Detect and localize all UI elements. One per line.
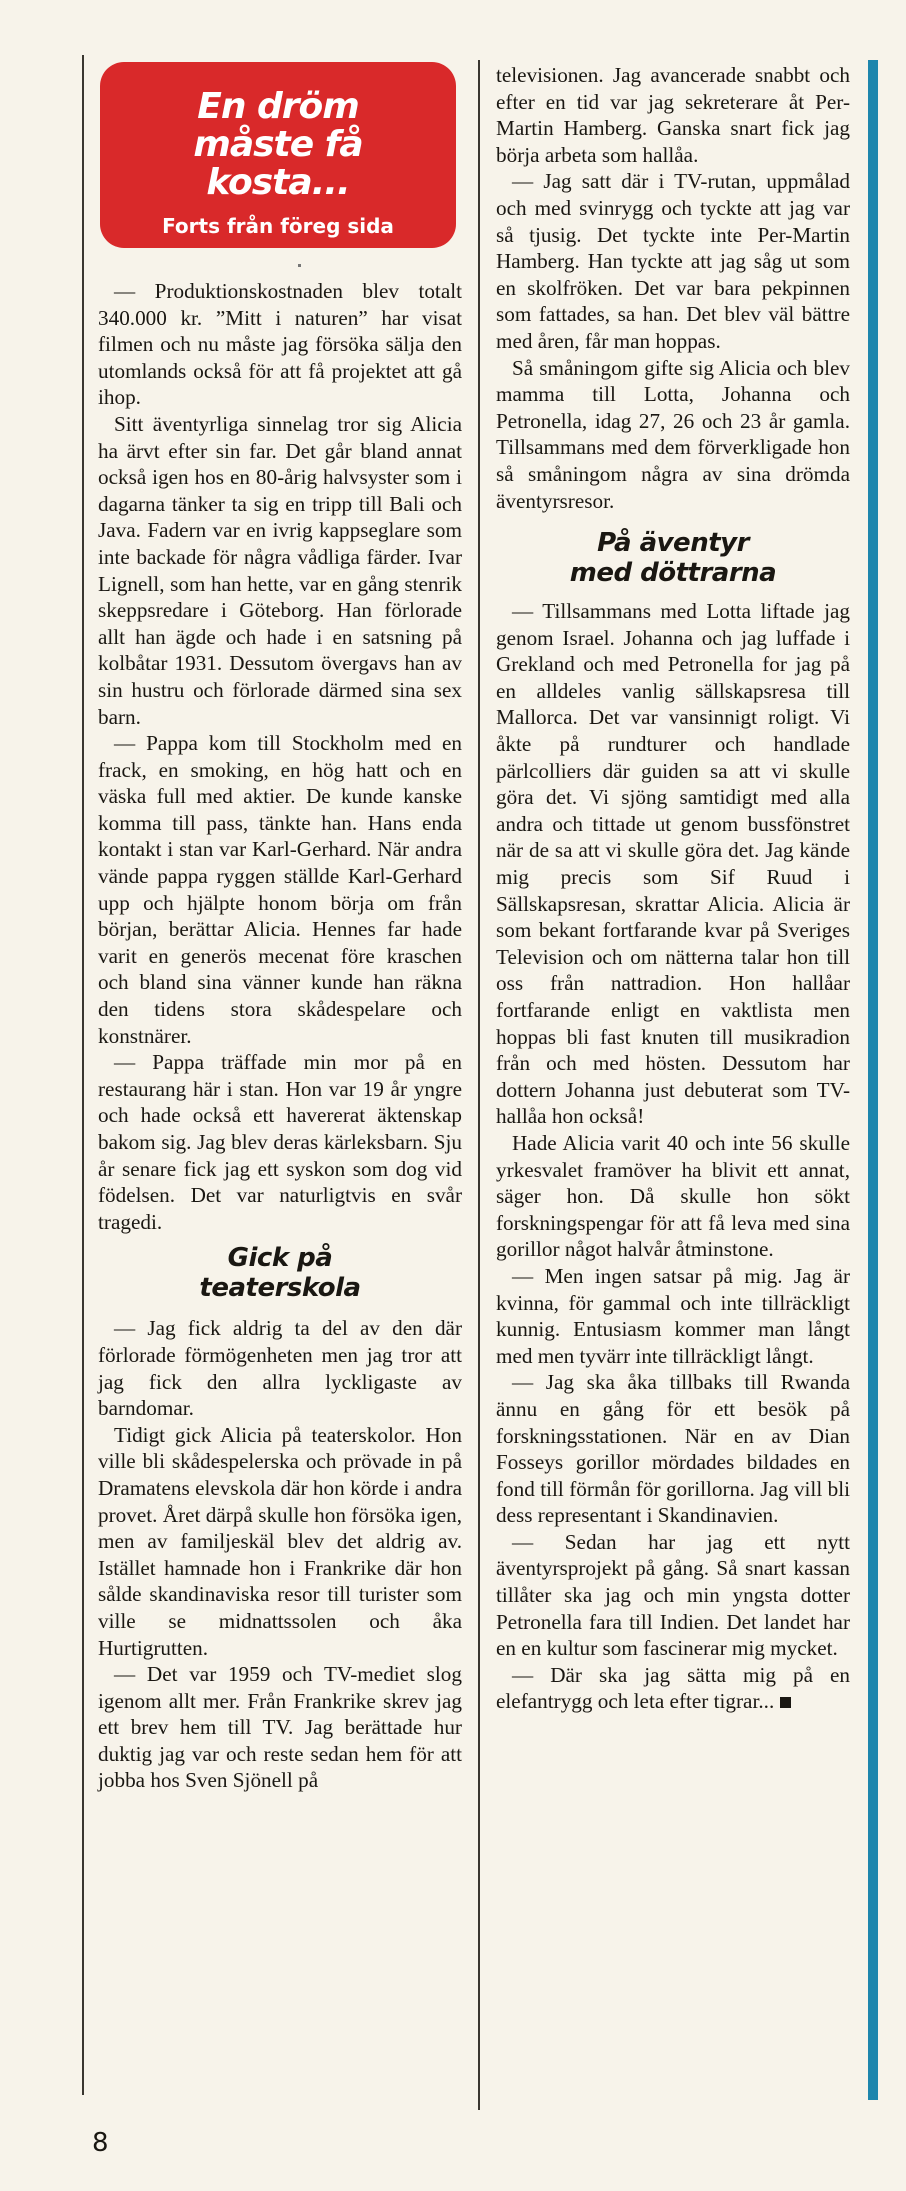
continuation-header (100, 62, 456, 248)
page-number: 8 (92, 2128, 109, 2158)
article-column-right (496, 62, 850, 1715)
header-title: En dröm måste få kosta... (193, 86, 363, 203)
print-speck (298, 264, 301, 267)
paragraph: — Pappa kom till Stockholm med en frack, en smoking, en hög hatt och en väska full med aktier. De kunde kanske komma till pass, tänkte han. Hans enda kontakt i stan var Karl-Gerhard. När andra vände pappa ryggen ställde Karl-Gerhard upp och hjälpte honom börja om från början, berättar Alicia. Hennes far hade varit en generös mecenat före kraschen och bland sina vänner kunde han räkna den tidens stora skådespelare och konstnärer. (98, 731, 462, 1048)
column-rule-middle (478, 60, 480, 2110)
article-column-left (98, 278, 462, 1794)
paragraph: Hade Alicia varit 40 och inte 56 skulle yrkesvalet framöver ha blivit ett annat, säger hon. Då skulle hon sökt forskningspengar för att få leva med sina gorillor något halvår åtminstone. (496, 1130, 850, 1262)
paragraph: — Jag satt där i TV-rutan, uppmålad och med svinrygg och tyckte att jag var så tjusig. Det tyckte inte Per-Martin Hamberg. Han tyckte att jag såg ut som en skolfröken. Det var bara pekpinnen som fattades, sa han. Det blev väl bättre med åren, får man hoppas. (496, 169, 850, 353)
paragraph: — Men ingen satsar på mig. Jag är kvinna, för gammal och inte tillräckligt kunnig. Entusiasm kommer man långt med men tyvärr inte tillräckligt långt. (496, 1263, 850, 1368)
paragraph: — Sedan har jag ett nytt äventyrsprojekt på gång. Så snart kassan tillåter ska jag och min yngsta dotter Petronella fara till Indien. Det landet har en en kultur som fascinerar mig mycket. (496, 1529, 850, 1661)
paragraph: televisionen. Jag avancerade snabbt och efter en tid var jag sekreterare åt Per-Martin Hamberg. Ganska snart fick jag börja arbeta som hallåa. (496, 63, 850, 167)
paragraph: — Jag fick aldrig ta del av den där förlorade förmögenheten men jag tror att jag fick den allra lyckligaste av barndomar. (98, 1316, 462, 1421)
paragraph: — Pappa träffade min mor på en restaurang här i stan. Hon var 19 år yngre och hade också ett havererat äktenskap bakom sig. Jag blev deras kärleksbarn. Sju år senare fick jag ett syskon som dog vid födelsen. Det var naturligtvis en svår tragedi. (98, 1050, 462, 1234)
paragraph: Så småningom gifte sig Alicia och blev mamma till Lotta, Johanna och Petronella, idag 27, 26 och 23 år gamla. Tillsammans med dem förverkligade hon så småningom några av sina drömda äventyrsresor. (496, 355, 850, 513)
paragraph: Tidigt gick Alicia på teaterskolor. Hon ville bli skådespelerska och prövade in på Dramatens elevskola där hon körde i andra provet. Året därpå skulle hon försöka igen, men av familjeskäl blev det aldrig av. Istället hamnade hon i Frankrike där hon sålde skandinaviska resor till turister som ville se midnattssolen och åka Hurtigrutten. (98, 1422, 462, 1660)
column-rule-left (82, 55, 84, 2095)
end-mark-icon (780, 1697, 791, 1708)
paragraph: — Jag ska åka tillbaks till Rwanda ännu en gång för ett besök på forskningsstationen. När en av Dian Fosseys gorillor mördades bildades en fond till förmån för gorillorna. Jag vill bli dess representant i Skandinavien. (496, 1370, 850, 1528)
subheading-aventyr: På äventyr med döttrarna (569, 528, 777, 589)
final-text: — Där ska jag sätta mig på en elefantrygg och leta efter tigrar... (496, 1662, 850, 1714)
final-paragraph (496, 1662, 850, 1715)
paragraph: — Produktionskostnaden blev totalt 340.000 kr. ”Mitt i naturen” har visat filmen och nu måste jag försöka sälja den utomlands också för att få projektet att gå ihop. (98, 279, 462, 410)
paragraph: — Tillsammans med Lotta liftade jag genom Israel. Johanna och jag luffade i Grekland och med Petronella for jag på en alldeles vanlig sällskapsresa till Mallorca. Det var vansinnigt roligt. Vi åkte på rundturer och handlade pärlcolliers där guiden sa att vi skulle göra det. Vi sjöng samtidigt med alla andra och tittade ut genom bussfönstret när de sa att vi skulle göra det. Jag kände mig precis som Sif Ruud i Sällskapsresan, skrattar Alicia. Alicia är som bekant fortfarande kvar på Sveriges Television och om nätterna talar hon till oss från nattradion. Hon hallåar fortfarande enligt en vaktlista men hoppas bli fast knuten till musikradion från och med hösten. Dessutom har dottern Johanna just debuterat som TV-hallåa hon också! (496, 599, 850, 1129)
subheading-teaterskola: Gick på teaterskola (199, 1243, 361, 1304)
paragraph: Sitt äventyrliga sinnelag tror sig Alicia ha ärvt efter sin far. Det går bland annat också igen hos en 80-årig halvsyster som i dagarna tänker ta sig en tripp till Bali och Java. Fadern var en ivrig kappseglare som inte backade för några vådliga färder. Ivar Lignell, som han hette, var en gång stenrik skeppsredare i Göteborg. Han förlorade allt han ägde och hade i en satsning på kolbåtar 1931. Dessutom övergavs han av sin hustru och förlorade därmed sina sex barn. (98, 411, 462, 729)
paragraph: — Det var 1959 och TV-mediet slog igenom allt mer. Från Frankrike skrev jag ett brev hem till TV. Jag berättade hur duktig jag var och reste sedan hem för att jobba hos Sven Sjönell på (98, 1662, 462, 1793)
accent-bar (868, 60, 878, 2100)
header-subtitle: Forts från föreg sida (162, 214, 394, 238)
